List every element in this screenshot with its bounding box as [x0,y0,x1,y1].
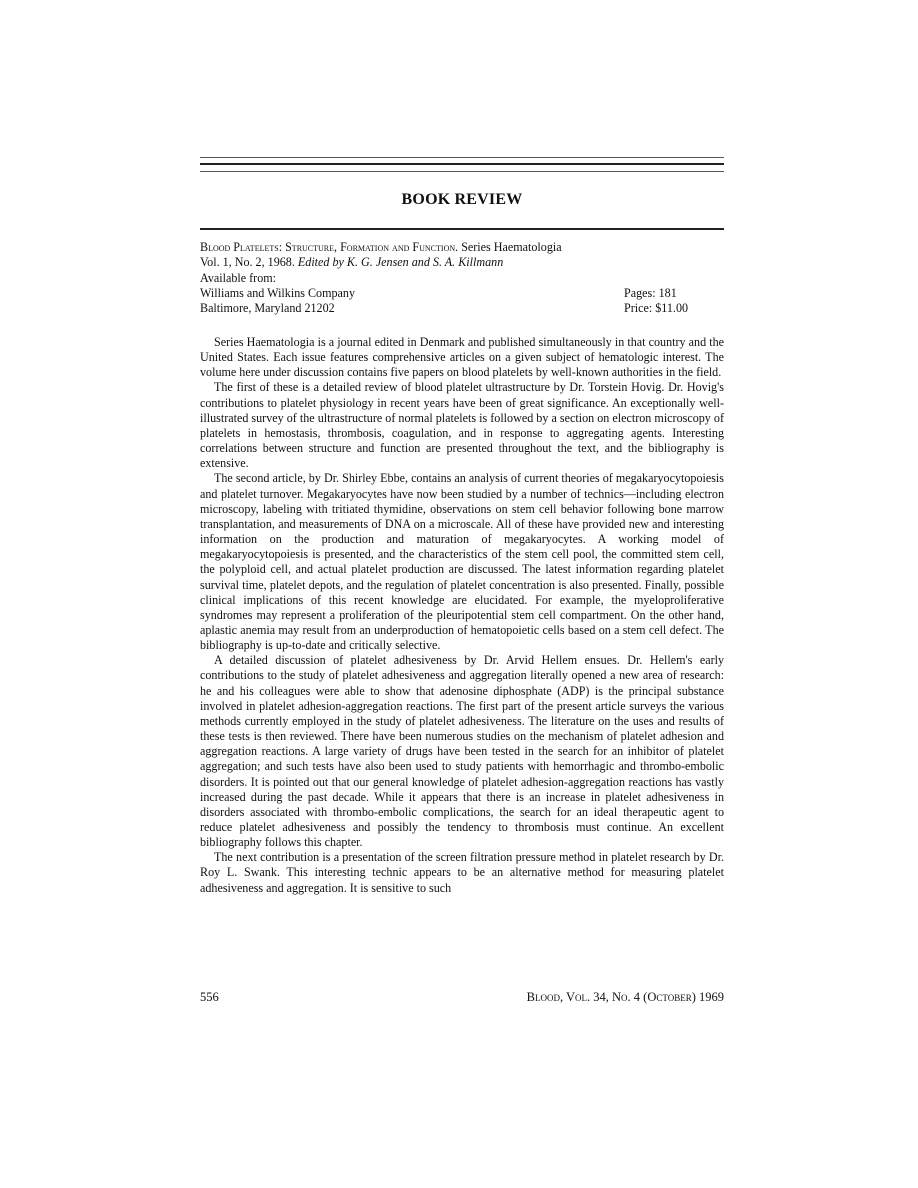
page-number: 556 [200,990,219,1004]
page-count: Pages: 181 [624,285,677,300]
title-underline-rule [200,228,724,230]
series-name: Series Haematologia [461,240,562,254]
journal-reference: Blood, Vol. 34, No. 4 (October) 1969 [526,990,724,1004]
publisher: Williams and Wilkins Company [200,285,356,300]
section-title: BOOK REVIEW [401,191,523,208]
citation-volume-line [200,255,724,270]
citation-title-line [200,240,724,255]
citation-publisher-row [200,286,724,301]
price: Price: $11.00 [624,301,689,316]
publisher-address: Baltimore, Maryland 21202 [200,301,335,316]
paragraph: The next contribution is a presentation of the screen filtration pressure method in platelet research by Dr. Roy L. Swank. This interesting technic appears to be an alternative method for measuring platelet adhesiveness and aggregation. It is sensitive to such [200,850,724,895]
paragraph: The first of these is a detailed review of blood platelet ultrastructure by Dr. Torstein Hovig. Dr. Hovig's contributions to platelet physiology in recent years have been of great significance. An exceptionally well-illustrated survey of the ultrastructure of normal platelets is followed by a section on electron microscopy of platelets in hemostasis, thrombosis, coagulation, and in response to aggregating agents. Interesting correlations between structure and function are presented throughout the text, and the bibliography is extensive. [200,380,724,471]
citation-address-row [200,301,724,316]
top-rule-thin [200,157,724,158]
page-footer [200,990,724,1005]
review-body [200,335,724,896]
paragraph: A detailed discussion of platelet adhesiveness by Dr. Arvid Hellem ensues. Dr. Hellem's early contributions to the study of platelet adhesiveness and aggregation literally opened a new area of research: he and his colleagues were able to show that adenosine diphosphate (ADP) is the principal substance involved in platelet adhesion-aggregation reactions. The first part of the present article surveys the various methods currently employed in the study of platelet adhesiveness. The literature on the uses and results of these tests is then reviewed. There have been numerous studies on the mechanism of platelet adhesion and aggregation reactions. A large variety of drugs have been tested in the search for an inhibitor of platelet aggregation; and such tests have also been used to study patients with hemorrhagic and thrombo-embolic disorders. It is pointed out that our general knowledge of platelet adhesion-aggregation reactions has vastly increased during the past decade. While it appears that there is an increase in platelet adhesiveness in disorders associated with thrombo-embolic complications, the search for an ideal therapeutic agent to reduce platelet adhesiveness and possibly the tendency to thrombosis must continue. An excellent bibliography follows this chapter. [200,653,724,850]
editors: Edited by K. G. Jensen and S. A. Killmann [297,255,504,270]
book-title: Blood Platelets: Structure, Formation and Function. [200,240,459,254]
book-citation [200,240,724,316]
available-from-label: Available from: [200,270,277,285]
top-rule-heavy [200,163,724,165]
paragraph: The second article, by Dr. Shirley Ebbe, contains an analysis of current theories of megakaryocytopoiesis and platelet turnover. Megakaryocytes have now been studied by a number of technics—including electron microscopy, labeling with tritiated thymidine, observations on stem cell behavior following bone marrow transplantation, and measurements of DNA on a microscale. All of these have provided new and interesting information on the production and maturation of megakaryocytes. A working model of megakaryocytopoiesis is presented, and the characteristics of the stem cell pool, the committed stem cell, the polyploid cell, and actual platelet production are discussed. The latest information regarding platelet survival time, platelet depots, and the regulation of platelet concentration is also presented. Finally, possible clinical implications of this recent knowledge are elucidated. For example, the myeloproliferative syndromes may represent a proliferation of the pleuripotential stem cell compartment. On the other hand, aplastic anemia may result from an underproduction of hematopoietic cells based on a stem cell defect. The bibliography is up-to-date and critically selective. [200,471,724,653]
volume-info: Vol. 1, No. 2, 1968. [200,255,295,270]
top-rule-lower [200,171,724,172]
paragraph: Series Haematologia is a journal edited in Denmark and published simultaneously in that country and the United States. Each issue features comprehensive articles on a given subject of hematologic interest. The volume here under discussion contains five papers on blood platelets by well-known authorities in the field. [200,335,724,380]
